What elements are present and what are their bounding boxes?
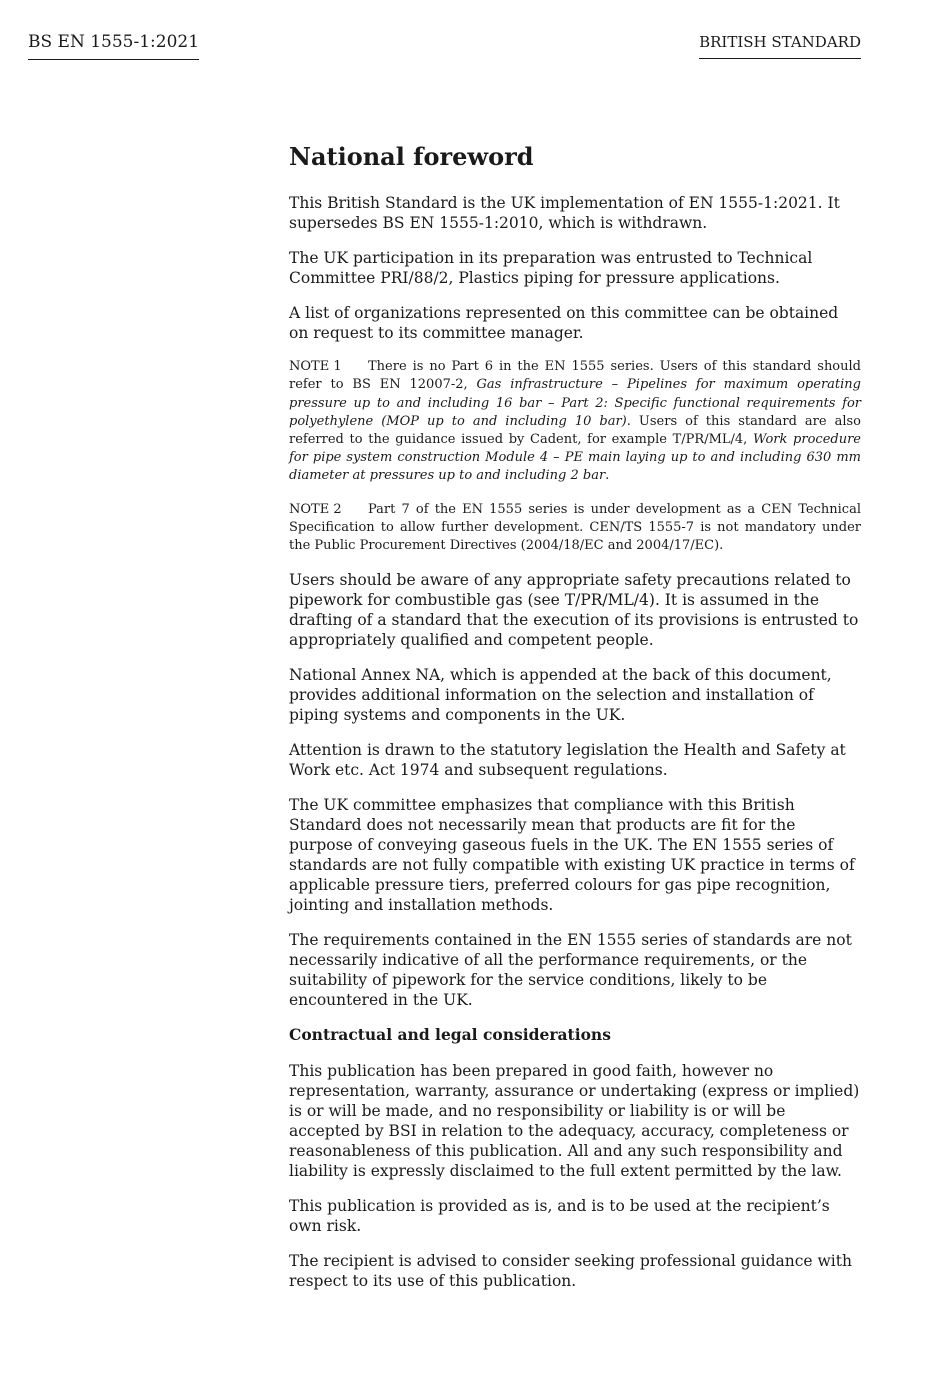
paragraph-safety: Users should be aware of any appropriate safety precautions related to pipework for combustible gas (see T/PR/ML/4). It is assumed in the drafting of a standard that the execution of its provisions is entrusted to appropriately qualified and competent people. [289, 571, 859, 650]
paragraph-professional-guidance: The recipient is advised to consider seeking professional guidance with respect to its use of this publication. [289, 1252, 852, 1291]
paragraph-own-risk: This publication is provided as is, and is to be used at the recipient’s own risk. [289, 1197, 830, 1236]
note-2 [289, 501, 861, 556]
paragraph-good-faith: This publication has been prepared in good faith, however no representation, warranty, assurance or undertaking (express or implied) is or will be made, and no responsibility or liability is or will be accepted by BSI in relation to the adequacy, accuracy, completeness or reasonableness of this publication. All and any such responsibility and liability is expressly disclaimed to the full extent permitted by the law. [289, 1062, 860, 1181]
note-1-text-a: There is no Part 6 in the EN 1555 series. Users of this standard should refer to BS EN 12007-2, [289, 359, 861, 393]
paragraph-legislation: Attention is drawn to the statutory legislation the Health and Safety at Work etc. Act 1974 and subsequent regulations. [289, 741, 846, 780]
note-1-text-c: . [605, 468, 610, 484]
note-1-text-b: . Users of this standard are also referred to the guidance issued by Cadent, for example T/PR/ML/4, [289, 413, 861, 447]
paragraph-compliance: The UK committee emphasizes that compliance with this British Standard does not necessarily mean that products are fit for the purpose of conveying gaseous fuels in the UK. The EN 1555 series of standards are not fully compatible with existing UK practice in terms of applicable pressure tiers, preferred colours for gas pipe recognition, jointing and installation methods. [289, 796, 855, 915]
note-1 [289, 358, 861, 485]
paragraph-participation: The UK participation in its preparation was entrusted to Technical Committee PRI/88/2, Plastics piping for pressure applications. [289, 249, 813, 288]
paragraph-implementation: This British Standard is the UK implementation of EN 1555-1:2021. It supersedes BS EN 1555-1:2010, which is withdrawn. [289, 194, 840, 233]
paragraph-national-annex: National Annex NA, which is appended at the back of this document, provides additional information on the selection and installation of piping systems and components in the UK. [289, 666, 832, 725]
note-2-label: NOTE 2 [289, 501, 342, 517]
note-1-label: NOTE 1 [289, 359, 342, 375]
document-type: BRITISH STANDARD [699, 33, 861, 59]
note-1-reference-title-a: Gas infrastructure – Pipelines for maximum operating pressure up to and including 16 bar – Part 2: Specific functional requirements for polyethylene (MOP up to and including 10 bar) [289, 377, 861, 429]
note-1-reference-title-b: Work procedure for pipe system construction Module 4 – PE main laying up to and including 630 mm diameter at pressures up to and including 2 bar [289, 432, 861, 484]
document-id: BS EN 1555-1:2021 [28, 32, 199, 60]
page-title: National foreword [289, 142, 534, 171]
note-2-text: Part 7 of the EN 1555 series is under development as a CEN Technical Specification to allow further development. CEN/TS 1555-7 is not mandatory under the Public Procurement Directives (2004/18/EC and 2004/17/EC). [289, 501, 861, 554]
paragraph-committee-list: A list of organizations represented on this committee can be obtained on request to its committee manager. [289, 304, 839, 343]
legal-heading: Contractual and legal considerations [289, 1025, 611, 1045]
paragraph-requirements: The requirements contained in the EN 1555 series of standards are not necessarily indicative of all the performance requirements, or the suitability of pipework for the service conditions, likely to be encountered in the UK. [289, 931, 852, 1010]
foreword-body [289, 141, 861, 1306]
